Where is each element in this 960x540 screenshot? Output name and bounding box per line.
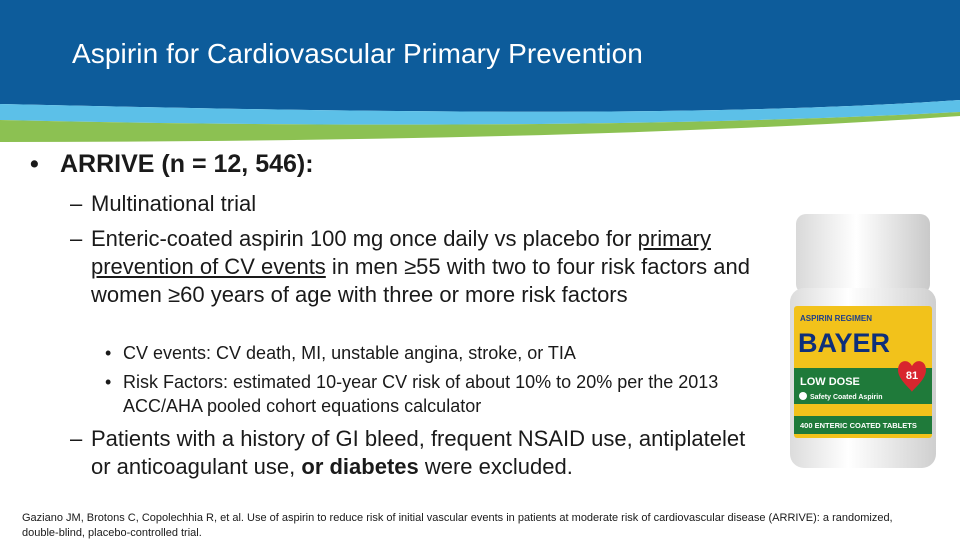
dash-marker: – <box>70 191 83 216</box>
aspirin-bottle-image <box>786 210 936 470</box>
heading-text: ARRIVE (n = 12, 546): <box>60 150 314 178</box>
label-low-dose: LOW DOSE <box>800 376 860 388</box>
list-item-multinational <box>70 190 750 218</box>
item-text: Multinational trial <box>91 191 257 216</box>
label-safety: Safety Coated Aspirin <box>810 394 883 401</box>
bullet-heading <box>30 150 314 179</box>
label-dose: 81 <box>905 370 919 382</box>
label-brand: BAYER <box>798 328 891 358</box>
bullet-marker: • <box>105 372 112 392</box>
sub-item-risk-factors <box>105 370 745 418</box>
item-text <box>91 425 750 481</box>
underlined-text: primary prevention of CV events <box>91 226 711 279</box>
dash-marker: – <box>70 426 83 451</box>
sub-item-text: CV events: CV death, MI, unstable angina, stroke, or TIA <box>123 343 576 363</box>
slide-title: Aspirin for Cardiovascular Primary Prevention <box>72 38 643 69</box>
item-text-part: Patients with a history of GI bleed, frequent NSAID use, antiplatelet or anticoagulant use, <box>91 426 746 479</box>
list-item-intervention <box>70 225 750 309</box>
item-text-part: in men ≥55 with two to four risk factors and women ≥60 years of age with three or more risk factors <box>91 254 750 307</box>
list-item-exclusions <box>70 425 750 481</box>
bullet-marker: • <box>105 343 112 363</box>
label-tablet-icon <box>799 392 807 400</box>
bullet-marker: • <box>30 150 39 178</box>
sub-item-cv-events <box>105 341 745 365</box>
citation: Gaziano JM, Brotons C, Copolechhia R, et al. Use of aspirin to reduce risk of initial vascular events in patients at moderate risk of cardiovascular disease (ARRIVE): a randomized, double-blind, placebo-controlled trial. <box>22 512 893 539</box>
item-text <box>91 225 750 309</box>
item-text-part: were excluded. <box>418 454 573 479</box>
label-count: 400 ENTERIC COATED TABLETS <box>800 421 917 430</box>
label-regimen: ASPIRIN REGIMEN <box>800 314 873 323</box>
item-text-part: Enteric-coated aspirin 100 mg once daily vs placebo for <box>91 226 638 251</box>
bottle-cap <box>796 214 930 294</box>
dash-marker: – <box>70 226 83 251</box>
bold-text: or diabetes <box>301 454 419 479</box>
sub-item-text: Risk Factors: estimated 10-year CV risk of about 10% to 20% per the 2013 ACC/AHA pooled cohort equations calculator <box>123 372 719 416</box>
